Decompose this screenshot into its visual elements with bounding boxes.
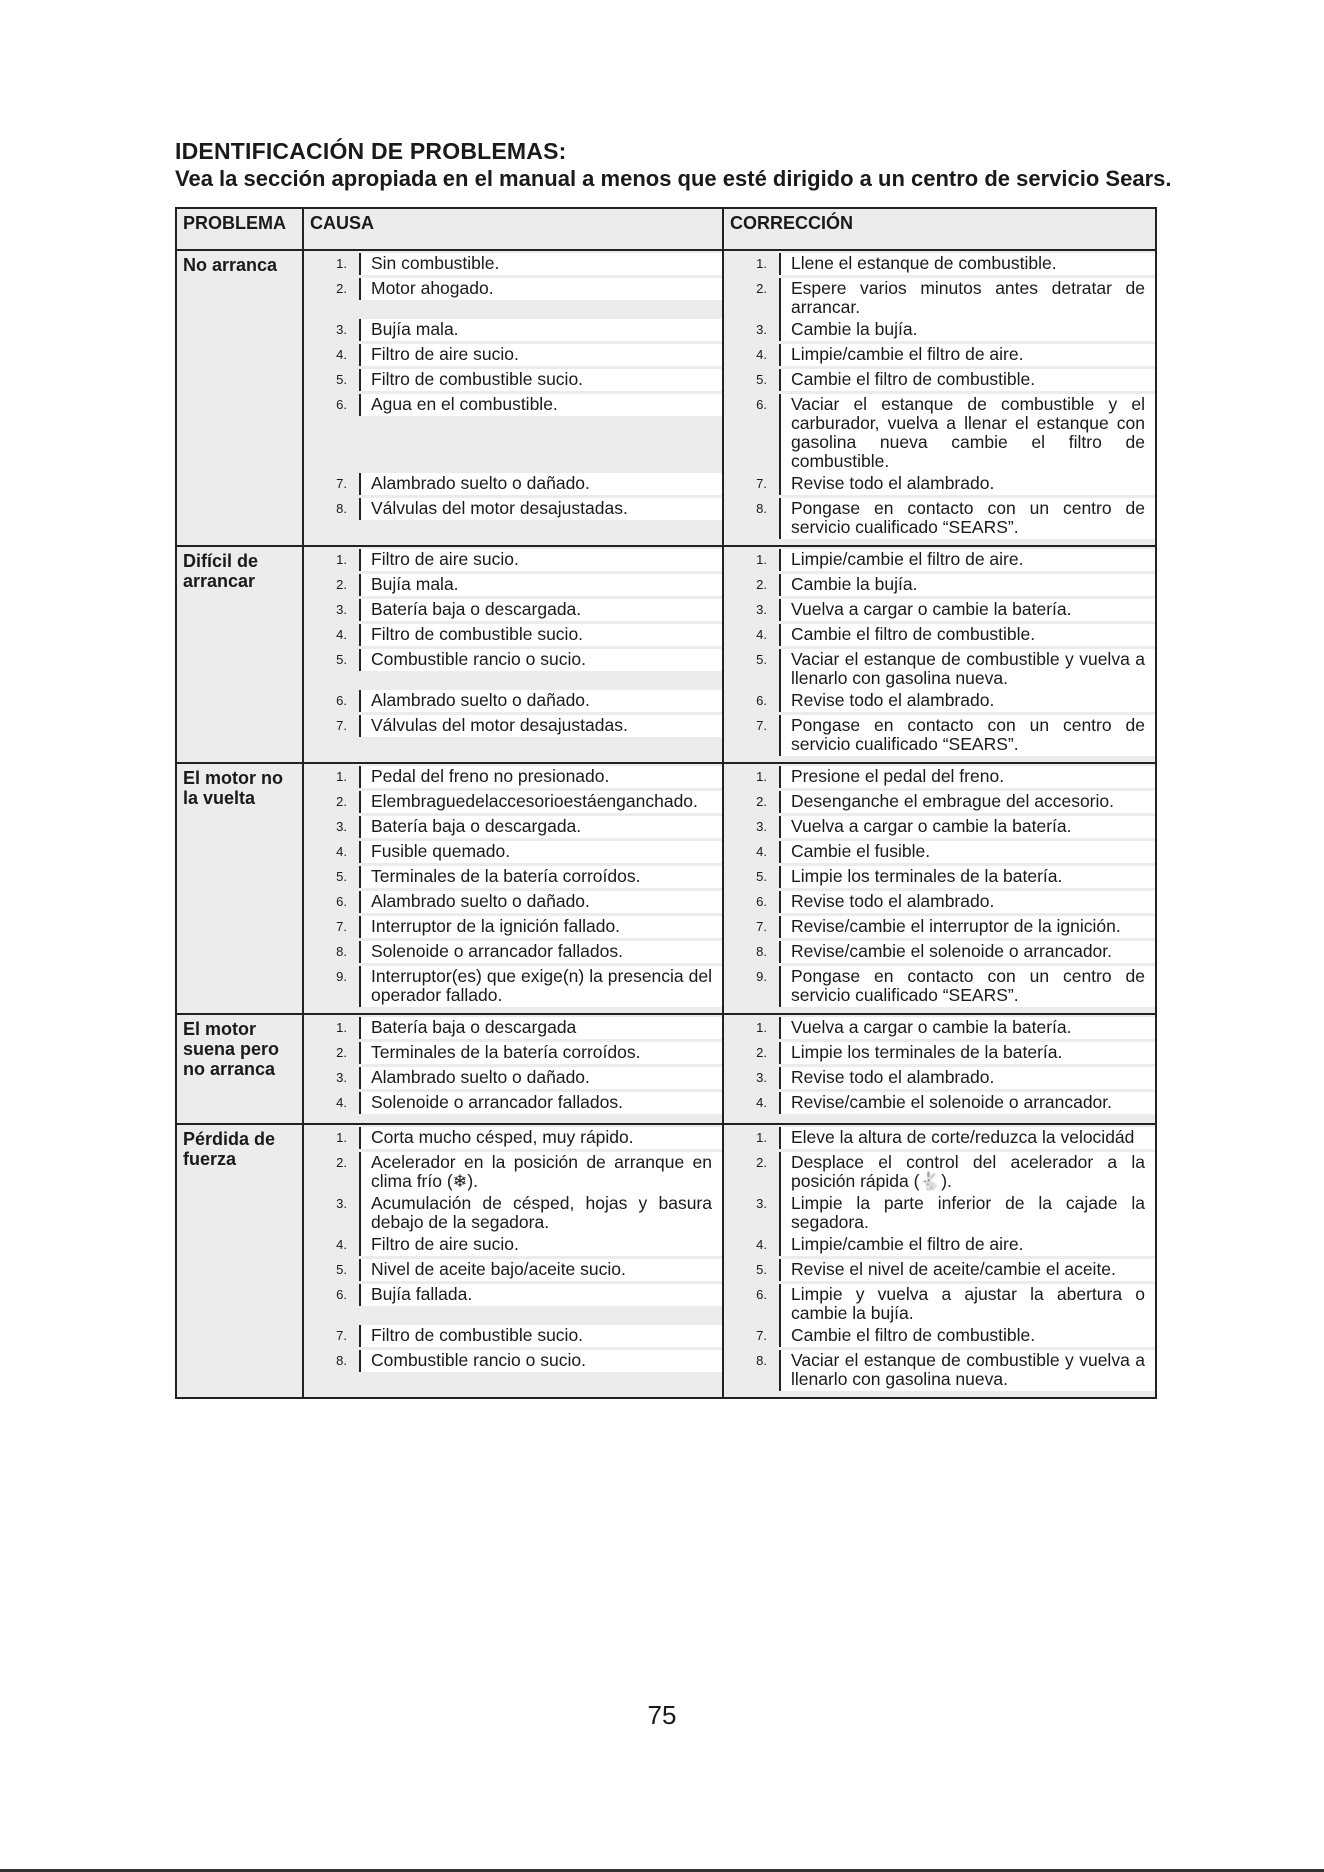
correction-text: Desplace el control del acelerador a la posición rápida (🐇). [779,1152,1155,1193]
cause-text: Sin combustible. [359,253,722,275]
correction-text: Cambie el filtro de combustible. [779,1325,1155,1347]
correction-item [724,766,1155,791]
item-number: 2. [756,1045,767,1060]
item-number: 2. [756,794,767,809]
cause-cell [303,1124,723,1398]
cause-item [304,766,722,791]
correction-text: Pongase en contacto con un centro de servicio cualificado “SEARS”. [779,498,1155,539]
correction-list [724,1015,1155,1123]
correction-text: Revise todo el alambrado. [779,1067,1155,1089]
cause-text: Alambrado suelto o dañado. [359,1067,722,1089]
cause-item [304,866,722,891]
cause-text: Bujía mala. [359,319,722,341]
cause-item [304,624,722,649]
item-number: 6. [756,894,767,909]
item-number: 2. [336,1045,347,1060]
cause-text: Filtro de combustible sucio. [359,369,722,391]
cause-text: Filtro de aire sucio. [359,549,722,571]
cause-item [304,916,722,941]
correction-text: Presione el pedal del freno. [779,766,1155,788]
correction-text: Vaciar el estanque de combustible y vuelva a llenarlo con gasolina nueva. [779,1350,1155,1391]
cause-text: Válvulas del motor desajustadas. [359,715,722,737]
cause-item [304,253,722,278]
item-number: 3. [336,819,347,834]
cause-item [304,394,722,473]
cause-text: Terminales de la batería corroídos. [359,1042,722,1064]
page-title: IDENTIFICACIÓN DE PROBLEMAS: [175,138,567,164]
correction-item [724,599,1155,624]
cause-item [304,941,722,966]
cause-item [304,1017,722,1042]
item-number: 4. [336,627,347,642]
item-number: 6. [756,693,767,708]
correction-item [724,549,1155,574]
correction-item [724,1092,1155,1117]
item-number: 6. [336,1287,347,1302]
problem-label: Pérdida de fuerza [183,1129,276,1169]
item-number: 3. [756,1196,767,1211]
correction-text: Limpie/cambie el filtro de aire. [779,344,1155,366]
item-number: 7. [336,476,347,491]
item-number: 5. [336,652,347,667]
cause-item [304,574,722,599]
problem-cell [176,1124,303,1398]
correction-list [724,1125,1155,1397]
cause-item [304,1350,722,1391]
item-number: 7. [756,476,767,491]
cause-text: Nivel de aceite bajo/aceite sucio. [359,1259,722,1281]
correction-item [724,253,1155,278]
troubleshooting-table [175,207,1157,1399]
item-number: 4. [336,347,347,362]
header-correccion: CORRECCIÓN [723,208,1156,250]
correction-text: Revise/cambie el solenoide o arrancador. [779,941,1155,963]
problem-section [176,546,1156,763]
cause-text: Filtro de combustible sucio. [359,1325,722,1347]
cause-item [304,278,722,319]
item-number: 4. [756,347,767,362]
cause-item [304,816,722,841]
correction-text: Eleve la altura de corte/reduzca la velocidád [779,1127,1155,1149]
item-number: 7. [336,718,347,733]
problem-section [176,250,1156,546]
item-number: 8. [756,501,767,516]
correction-text: Desenganche el embrague del accesorio. [779,791,1155,813]
cause-text: Fusible quemado. [359,841,722,863]
cause-list [304,547,722,762]
item-number: 6. [756,397,767,412]
correction-text: Llene el estanque de combustible. [779,253,1155,275]
correction-text: Pongase en contacto con un centro de servicio cualificado “SEARS”. [779,966,1155,1007]
correction-text: Revise el nivel de aceite/cambie el aceite. [779,1259,1155,1281]
correction-text: Cambie el fusible. [779,841,1155,863]
correction-item [724,394,1155,473]
correction-text: Cambie la bujía. [779,574,1155,596]
cause-item [304,1193,722,1234]
item-number: 6. [756,1287,767,1302]
correction-item [724,1234,1155,1259]
item-number: 4. [756,627,767,642]
correction-text: Revise todo el alambrado. [779,690,1155,712]
item-number: 1. [756,769,767,784]
cause-text: Bujía mala. [359,574,722,596]
item-number: 1. [336,552,347,567]
item-number: 3. [756,1070,767,1085]
correction-text: Limpie/cambie el filtro de aire. [779,549,1155,571]
correction-item [724,690,1155,715]
cause-text: Batería baja o descargada. [359,816,722,838]
cause-item [304,599,722,624]
correction-item [724,649,1155,690]
header-problema: PROBLEMA [176,208,303,250]
correction-item [724,624,1155,649]
cause-text: Combustible rancio o sucio. [359,649,722,671]
item-number: 1. [336,1020,347,1035]
item-number: 2. [756,281,767,296]
correction-text: Revise todo el alambrado. [779,473,1155,495]
correction-cell [723,546,1156,763]
correction-text: Cambie el filtro de combustible. [779,624,1155,646]
correction-item [724,1284,1155,1325]
cause-item [304,891,722,916]
item-number: 8. [336,1353,347,1368]
correction-text: Vuelva a cargar o cambie la batería. [779,1017,1155,1039]
item-number: 6. [336,397,347,412]
correction-list [724,764,1155,1013]
correction-item [724,1325,1155,1350]
page-subtitle: Vea la sección apropiada en el manual a menos que esté dirigido a un centro de servicio Sears. [175,166,1172,191]
item-number: 2. [756,577,767,592]
correction-item [724,1193,1155,1234]
correction-cell [723,250,1156,546]
item-number: 2. [336,1155,347,1170]
cause-item [304,549,722,574]
correction-item [724,1067,1155,1092]
cause-item [304,1092,722,1117]
item-number: 1. [336,1130,347,1145]
cause-item [304,791,722,816]
cause-text: Elembraguedelaccesorioestáenganchado. [359,791,722,813]
cause-text: Alambrado suelto o dañado. [359,473,722,495]
correction-text: Vaciar el estanque de combustible y el carburador, vuelva a llenar el estanque con gasolina nueva cambie el filtro de combustible. [779,394,1155,473]
cause-text: Bujía fallada. [359,1284,722,1306]
item-number: 3. [336,1070,347,1085]
problem-section [176,1124,1156,1398]
cause-text: Terminales de la batería corroídos. [359,866,722,888]
correction-cell [723,1014,1156,1124]
cause-item [304,690,722,715]
correction-item [724,1350,1155,1391]
cause-text: Alambrado suelto o dañado. [359,690,722,712]
item-number: 6. [336,894,347,909]
correction-text: Revise/cambie el interruptor de la ignición. [779,916,1155,938]
item-number: 4. [336,1237,347,1252]
item-number: 3. [336,322,347,337]
item-number: 1. [756,1130,767,1145]
cause-item [304,1259,722,1284]
correction-item [724,369,1155,394]
cause-item [304,319,722,344]
item-number: 9. [336,969,347,984]
cause-cell [303,250,723,546]
item-number: 4. [756,844,767,859]
cause-text: Filtro de aire sucio. [359,1234,722,1256]
item-number: 2. [336,281,347,296]
item-number: 7. [756,1328,767,1343]
problem-label: El motor no la vuelta [183,768,283,808]
item-number: 1. [336,769,347,784]
correction-text: Revise todo el alambrado. [779,891,1155,913]
page-heading [175,138,1175,192]
problem-cell [176,1014,303,1124]
correction-text: Cambie el filtro de combustible. [779,369,1155,391]
item-number: 1. [756,1020,767,1035]
correction-list [724,547,1155,762]
table-header-row [176,208,1156,250]
problem-cell [176,546,303,763]
cause-item [304,715,722,756]
item-number: 5. [336,372,347,387]
correction-text: Limpie los terminales de la batería. [779,1042,1155,1064]
correction-item [724,473,1155,498]
problem-label: No arranca [183,255,278,275]
cause-item [304,966,722,1007]
correction-item [724,319,1155,344]
cause-item [304,841,722,866]
correction-item [724,1017,1155,1042]
correction-text: Vuelva a cargar o cambie la batería. [779,816,1155,838]
item-number: 7. [336,1328,347,1343]
cause-text: Válvulas del motor desajustadas. [359,498,722,520]
cause-text: Alambrado suelto o dañado. [359,891,722,913]
cause-text: Batería baja o descargada [359,1017,722,1039]
item-number: 3. [336,602,347,617]
cause-text: Motor ahogado. [359,278,722,300]
item-number: 5. [336,869,347,884]
correction-item [724,1042,1155,1067]
item-number: 5. [756,1262,767,1277]
problem-section [176,1014,1156,1124]
item-number: 7. [336,919,347,934]
correction-item [724,1127,1155,1152]
cause-item [304,1127,722,1152]
item-number: 1. [756,256,767,271]
correction-text: Revise/cambie el solenoide o arrancador. [779,1092,1155,1114]
correction-text: Limpie y vuelva a ajustar la abertura o cambie la bujía. [779,1284,1155,1325]
item-number: 8. [336,501,347,516]
cause-item [304,473,722,498]
correction-item [724,891,1155,916]
item-number: 3. [756,322,767,337]
cause-item [304,369,722,394]
cause-text: Agua en el combustible. [359,394,722,416]
correction-text: Limpie/cambie el filtro de aire. [779,1234,1155,1256]
cause-text: Corta mucho césped, muy rápido. [359,1127,722,1149]
item-number: 5. [336,1262,347,1277]
correction-item [724,1152,1155,1193]
problem-label: El motor suena pero no arranca [183,1019,280,1079]
correction-item [724,278,1155,319]
cause-item [304,1234,722,1259]
cause-list [304,251,722,545]
cause-cell [303,1014,723,1124]
cause-cell [303,763,723,1014]
correction-cell [723,763,1156,1014]
cause-item [304,1042,722,1067]
correction-item [724,916,1155,941]
item-number: 3. [756,602,767,617]
item-number: 2. [336,577,347,592]
correction-item [724,498,1155,539]
cause-cell [303,546,723,763]
item-number: 5. [756,652,767,667]
correction-text: Vuelva a cargar o cambie la batería. [779,599,1155,621]
item-number: 4. [336,844,347,859]
item-number: 9. [756,969,767,984]
correction-text: Limpie la parte inferior de la cajade la segadora. [779,1193,1155,1234]
correction-item [724,344,1155,369]
correction-item [724,816,1155,841]
item-number: 1. [336,256,347,271]
item-number: 8. [756,1353,767,1368]
table-body [176,250,1156,1398]
item-number: 2. [336,794,347,809]
correction-item [724,574,1155,599]
cause-item [304,1325,722,1350]
cause-text: Acumulación de césped, hojas y basura debajo de la segadora. [359,1193,722,1234]
item-number: 6. [336,693,347,708]
item-number: 5. [756,869,767,884]
correction-cell [723,1124,1156,1398]
cause-text: Filtro de combustible sucio. [359,624,722,646]
cause-text: Solenoide o arrancador fallados. [359,1092,722,1114]
correction-item [724,941,1155,966]
item-number: 2. [756,1155,767,1170]
cause-list [304,1015,722,1123]
item-number: 4. [756,1095,767,1110]
header-causa: CAUSA [303,208,723,250]
problem-cell [176,250,303,546]
page-number: 75 [647,1700,677,1730]
item-number: 1. [756,552,767,567]
item-number: 3. [756,819,767,834]
cause-list [304,764,722,1013]
correction-text: Limpie los terminales de la batería. [779,866,1155,888]
item-number: 8. [336,944,347,959]
correction-text: Cambie la bujía. [779,319,1155,341]
correction-item [724,715,1155,756]
cause-item [304,1284,722,1325]
item-number: 7. [756,919,767,934]
cause-text: Combustible rancio o sucio. [359,1350,722,1372]
item-number: 8. [756,944,767,959]
item-number: 5. [756,372,767,387]
cause-item [304,1152,722,1193]
correction-item [724,841,1155,866]
correction-item [724,966,1155,1007]
cause-text: Interruptor(es) que exige(n) la presencia del operador fallado. [359,966,722,1007]
item-number: 3. [336,1196,347,1211]
cause-item [304,649,722,690]
cause-text: Filtro de aire sucio. [359,344,722,366]
item-number: 4. [336,1095,347,1110]
cause-text: Batería baja o descargada. [359,599,722,621]
correction-item [724,791,1155,816]
cause-text: Solenoide o arrancador fallados. [359,941,722,963]
cause-text: Acelerador en la posición de arranque en clima frío (❄). [359,1152,722,1193]
cause-item [304,498,722,539]
problem-label: Difícil de arrancar [183,551,259,591]
correction-text: Pongase en contacto con un centro de servicio cualificado “SEARS”. [779,715,1155,756]
cause-text: Interruptor de la ignición fallado. [359,916,722,938]
correction-text: Espere varios minutos antes detratar de arrancar. [779,278,1155,319]
correction-item [724,1259,1155,1284]
cause-list [304,1125,722,1397]
cause-item [304,344,722,369]
correction-item [724,866,1155,891]
item-number: 4. [756,1237,767,1252]
item-number: 7. [756,718,767,733]
problem-cell [176,763,303,1014]
correction-list [724,251,1155,545]
correction-text: Vaciar el estanque de combustible y vuelva a llenarlo con gasolina nueva. [779,649,1155,690]
cause-item [304,1067,722,1092]
problem-section [176,763,1156,1014]
cause-text: Pedal del freno no presionado. [359,766,722,788]
